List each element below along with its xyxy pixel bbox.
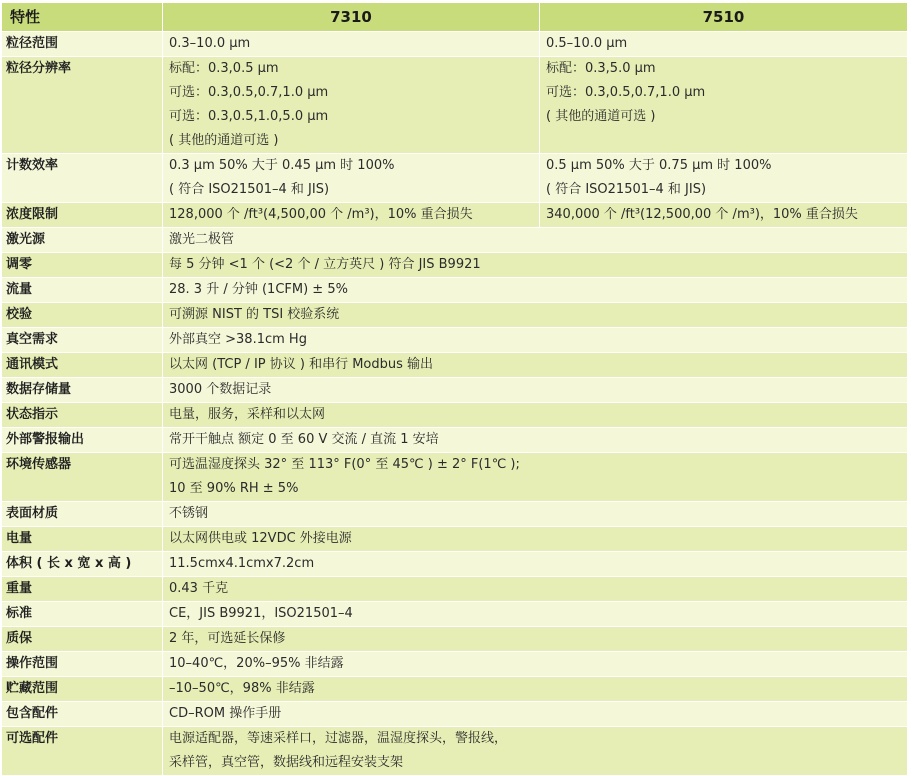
row-value-shared (163, 527, 908, 552)
cell-line: 340,000 个 /ft³(12,500,00 个 /m³)，10% 重合损失 (546, 207, 858, 222)
row-value-shared (163, 602, 908, 627)
table-row (2, 453, 908, 502)
cell-line: 以太网供电或 12VDC 外接电源 (169, 531, 352, 546)
row-label: 粒径范围 (2, 32, 163, 57)
cell-line: 电量，服务，采样和以太网 (169, 407, 326, 422)
cell-line: 外部真空 >38.1cm Hg (169, 332, 307, 347)
table-row (2, 652, 908, 677)
row-label: 外部警报输出 (2, 428, 163, 453)
spec-table (1, 2, 908, 776)
cell-line: 常开干触点 额定 0 至 60 V 交流 / 直流 1 安培 (169, 432, 439, 447)
cell-line: 28. 3 升 / 分钟 (1CFM) ± 5% (169, 282, 348, 297)
row-value-shared (163, 328, 908, 353)
row-label: 贮藏范围 (2, 677, 163, 702)
row-value-shared (163, 428, 908, 453)
table-row (2, 403, 908, 428)
table-row (2, 602, 908, 627)
cell-line: 0.3–10.0 μm (169, 36, 251, 51)
row-label: 包含配件 (2, 702, 163, 727)
table-row (2, 428, 908, 453)
table-row (2, 378, 908, 403)
header-row (2, 3, 908, 32)
row-label: 通讯模式 (2, 353, 163, 378)
table-row (2, 154, 908, 203)
cell-line: 0.5–10.0 μm (546, 36, 628, 51)
cell-line: CE，JIS B9921，ISO21501–4 (169, 606, 353, 621)
table-row (2, 527, 908, 552)
row-value-shared (163, 228, 908, 253)
table-row (2, 32, 908, 57)
table-row (2, 353, 908, 378)
row-label: 体积 ( 长 x 宽 x 高 ) (2, 552, 163, 577)
row-label: 标准 (2, 602, 163, 627)
row-label: 浓度限制 (2, 203, 163, 228)
cell-line: ( 符合 ISO21501–4 和 JIS) (169, 182, 330, 197)
table-row (2, 253, 908, 278)
cell-line: 3000 个数据记录 (169, 382, 272, 397)
row-label: 流量 (2, 278, 163, 303)
row-value-shared (163, 378, 908, 403)
row-value-shared (163, 627, 908, 652)
table-row (2, 577, 908, 602)
row-value-shared (163, 577, 908, 602)
row-value-shared (163, 552, 908, 577)
row-label: 激光源 (2, 228, 163, 253)
row-label: 真空需求 (2, 328, 163, 353)
table-row (2, 203, 908, 228)
table-row (2, 677, 908, 702)
row-value-7510 (540, 57, 908, 154)
cell-line: 2 年，可选延长保修 (169, 631, 286, 646)
cell-line: 标配：0.3,5.0 μm (546, 61, 656, 76)
row-label: 操作范围 (2, 652, 163, 677)
table-row (2, 278, 908, 303)
row-label: 重量 (2, 577, 163, 602)
table-row (2, 57, 908, 154)
cell-line: 电源适配器，等速采样口，过滤器，温湿度探头，警报线， (169, 731, 508, 746)
cell-line: 128,000 个 /ft³(4,500,00 个 /m³)，10% 重合损失 (169, 207, 473, 222)
row-value-7510 (540, 154, 908, 203)
table-row (2, 328, 908, 353)
table-row (2, 552, 908, 577)
cell-line: 激光二极管 (169, 232, 235, 247)
row-label: 状态指示 (2, 403, 163, 428)
table-row (2, 303, 908, 328)
cell-line: 可选：0.3,0.5,1.0,5.0 μm (169, 109, 329, 124)
table-row (2, 702, 908, 727)
row-value-shared (163, 303, 908, 328)
table-row (2, 727, 908, 776)
row-value-shared (163, 502, 908, 527)
table-row (2, 228, 908, 253)
cell-line: 以太网 (TCP / IP 协议 ) 和串行 Modbus 输出 (169, 357, 434, 372)
cell-line: ( 符合 ISO21501–4 和 JIS) (546, 182, 707, 197)
row-label: 校验 (2, 303, 163, 328)
row-label: 表面材质 (2, 502, 163, 527)
cell-line: 0.5 μm 50% 大于 0.75 μm 时 100% (546, 158, 772, 173)
row-value-shared (163, 727, 908, 776)
row-label: 粒径分辨率 (2, 57, 163, 154)
row-value-7310 (163, 154, 540, 203)
cell-line: 标配：0.3,0.5 μm (169, 61, 279, 76)
cell-line: 可选：0.3,0.5,0.7,1.0 μm (169, 85, 329, 100)
cell-line: 10–40℃，20%–95% 非结露 (169, 656, 344, 671)
row-value-shared (163, 702, 908, 727)
cell-line: 0.3 μm 50% 大于 0.45 μm 时 100% (169, 158, 395, 173)
row-label: 环境传感器 (2, 453, 163, 502)
row-value-shared (163, 278, 908, 303)
row-label: 计数效率 (2, 154, 163, 203)
table-body (2, 32, 908, 776)
row-label: 调零 (2, 253, 163, 278)
row-value-7510 (540, 203, 908, 228)
cell-line: ( 其他的通道可选 ) (546, 109, 656, 124)
cell-line: ( 其他的通道可选 ) (169, 133, 279, 148)
cell-line: 不锈钢 (169, 506, 209, 521)
cell-line: CD–ROM 操作手册 (169, 706, 282, 721)
cell-line: 0.43 千克 (169, 581, 229, 596)
row-label: 电量 (2, 527, 163, 552)
row-value-shared (163, 253, 908, 278)
header-feature: 特性 (2, 3, 163, 32)
cell-line: 采样管，真空管，数据线和远程安装支架 (169, 755, 404, 770)
row-value-shared (163, 403, 908, 428)
cell-line: 10 至 90% RH ± 5% (169, 481, 299, 496)
table-row (2, 502, 908, 527)
cell-line: 可选：0.3,0.5,0.7,1.0 μm (546, 85, 706, 100)
row-value-shared (163, 677, 908, 702)
row-value-7310 (163, 32, 540, 57)
row-label: 质保 (2, 627, 163, 652)
cell-line: 可选温湿度探头 32° 至 113° F(0° 至 45℃ ) ± 2° F(1℃ ); (169, 457, 520, 472)
row-label: 可选配件 (2, 727, 163, 776)
header-model-7510: 7510 (540, 3, 908, 32)
cell-line: 可溯源 NIST 的 TSI 校验系统 (169, 307, 340, 322)
row-value-shared (163, 453, 908, 502)
row-value-shared (163, 353, 908, 378)
cell-line: –10–50℃，98% 非结露 (169, 681, 315, 696)
row-value-7510 (540, 32, 908, 57)
row-label: 数据存储量 (2, 378, 163, 403)
row-value-7310 (163, 203, 540, 228)
row-value-shared (163, 652, 908, 677)
cell-line: 11.5cmx4.1cmx7.2cm (169, 556, 315, 571)
table-row (2, 627, 908, 652)
header-model-7310: 7310 (163, 3, 540, 32)
cell-line: 每 5 分钟 <1 个 (<2 个 / 立方英尺 ) 符合 JIS B9921 (169, 257, 481, 272)
table-header (2, 3, 908, 32)
row-value-7310 (163, 57, 540, 154)
